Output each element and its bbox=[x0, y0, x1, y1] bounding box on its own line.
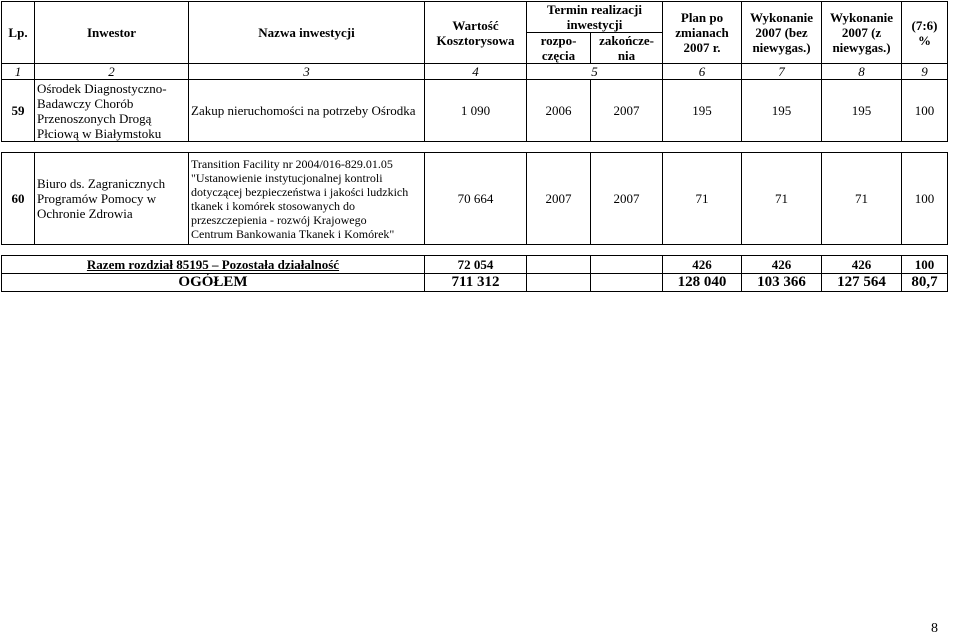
col-number: 1 bbox=[2, 64, 35, 80]
header-plan-l1: Plan po bbox=[680, 10, 724, 25]
row-nazwa-line: Centrum Bankowania Tkanek i Komórek" bbox=[191, 226, 395, 241]
razem-end bbox=[591, 256, 663, 274]
spacer-row bbox=[2, 142, 948, 153]
row-nazwa-line: tkanek i komórek stosowanych do bbox=[191, 198, 355, 213]
razem-wartosc: 72 054 bbox=[425, 256, 527, 274]
row-investor-line: Płciową w Białymstoku bbox=[37, 125, 162, 141]
header-termin bbox=[527, 2, 663, 33]
col-number: 2 bbox=[35, 64, 189, 80]
row-investor bbox=[35, 80, 189, 142]
header-wyk-bez bbox=[742, 2, 822, 64]
ogolem-pct: 80,7 bbox=[902, 274, 948, 292]
razem-wyk-z: 426 bbox=[822, 256, 902, 274]
header-investor: Inwestor bbox=[35, 2, 189, 64]
row-nazwa-line: Zakup nieruchomości na potrzeby Ośrodka bbox=[191, 103, 416, 118]
row-nazwa-line: przeszczepienia - rozwój Krajowego bbox=[191, 212, 367, 227]
header-rozpoczecia-l1: rozpo- bbox=[540, 33, 577, 48]
table-row bbox=[2, 80, 948, 142]
header-plan bbox=[663, 2, 742, 64]
razem-pct: 100 bbox=[902, 256, 948, 274]
row-wyk-bez: 195 bbox=[742, 80, 822, 142]
row-end: 2007 bbox=[591, 80, 663, 142]
header-pct bbox=[902, 2, 948, 64]
header-wyk-z bbox=[822, 2, 902, 64]
razem-plan: 426 bbox=[663, 256, 742, 274]
row-investor-line: Biuro ds. Zagranicznych bbox=[37, 176, 166, 191]
row-nazwa bbox=[189, 80, 425, 142]
header-rozpoczecia bbox=[527, 33, 591, 64]
col-number: 3 bbox=[189, 64, 425, 80]
row-investor-line: Przenoszonych Drogą bbox=[37, 110, 152, 126]
row-pct: 100 bbox=[902, 153, 948, 245]
row-start: 2006 bbox=[527, 80, 591, 142]
row-investor-line: Ochronie Zdrowia bbox=[37, 206, 133, 221]
row-plan: 71 bbox=[663, 153, 742, 245]
spacer-row bbox=[2, 245, 948, 256]
header-lp: Lp. bbox=[2, 2, 35, 64]
col-number: 5 bbox=[527, 64, 663, 80]
col-number: 6 bbox=[663, 64, 742, 80]
razem-wyk-bez: 426 bbox=[742, 256, 822, 274]
header-zakonczenia-l2: nia bbox=[617, 48, 636, 63]
razem-label: Razem rozdział 85195 – Pozostała działalność bbox=[2, 256, 425, 274]
row-start: 2007 bbox=[527, 153, 591, 245]
header-wyk-z-l1: Wykonanie bbox=[829, 10, 894, 25]
header-plan-l3: 2007 r. bbox=[683, 40, 721, 55]
spacer bbox=[2, 245, 948, 256]
col-number: 9 bbox=[902, 64, 948, 80]
col-number: 7 bbox=[742, 64, 822, 80]
ogolem-plan: 128 040 bbox=[663, 274, 742, 292]
row-end: 2007 bbox=[591, 153, 663, 245]
ogolem-start bbox=[527, 274, 591, 292]
razem-start bbox=[527, 256, 591, 274]
header-rozpoczecia-l2: częcia bbox=[541, 48, 576, 63]
row-investor-line: Programów Pomocy w bbox=[37, 191, 157, 206]
spacer bbox=[2, 142, 948, 153]
row-wartosc: 1 090 bbox=[425, 80, 527, 142]
header-zakonczenia-l1: zakończe- bbox=[599, 33, 654, 48]
col-number: 4 bbox=[425, 64, 527, 80]
header-wyk-z-l2: 2007 (z bbox=[841, 25, 882, 40]
header-pct-l1: (7:6) bbox=[911, 17, 938, 33]
header-wartosc-l1: Wartość bbox=[452, 17, 499, 33]
table-row bbox=[2, 153, 948, 245]
header-wartosc bbox=[425, 2, 527, 64]
header-wyk-bez-l1: Wykonanie bbox=[749, 10, 814, 25]
row-lp: 59 bbox=[2, 80, 35, 142]
header-plan-l2: zmianach bbox=[675, 25, 729, 40]
col-number: 8 bbox=[822, 64, 902, 80]
header-wyk-bez-l2: 2007 (bez bbox=[755, 25, 808, 40]
ogolem-label: OGÓŁEM bbox=[2, 274, 425, 292]
row-nazwa-line: "Ustanowienie instytucjonalnej kontroli bbox=[191, 170, 383, 185]
razem-row bbox=[2, 256, 948, 274]
header-termin-l1: Termin realizacji bbox=[547, 2, 642, 17]
ogolem-wartosc: 711 312 bbox=[425, 274, 527, 292]
row-investor bbox=[35, 153, 189, 245]
ogolem-end bbox=[591, 274, 663, 292]
ogolem-wyk-z: 127 564 bbox=[822, 274, 902, 292]
row-wyk-bez: 71 bbox=[742, 153, 822, 245]
row-nazwa-line: Transition Facility nr 2004/016-829.01.05 bbox=[191, 156, 393, 171]
ogolem-row bbox=[2, 274, 948, 292]
row-plan: 195 bbox=[663, 80, 742, 142]
row-wyk-z: 71 bbox=[822, 153, 902, 245]
row-pct: 100 bbox=[902, 80, 948, 142]
header-wyk-bez-l3: niewygas.) bbox=[752, 40, 811, 55]
header-termin-l2: inwestycji bbox=[566, 17, 623, 32]
row-wartosc: 70 664 bbox=[425, 153, 527, 245]
column-number-row bbox=[2, 64, 948, 80]
header-wartosc-l2: Kosztorysowa bbox=[436, 32, 515, 48]
header-row bbox=[2, 2, 948, 33]
row-investor-line: Badawczy Chorób bbox=[37, 95, 134, 111]
investment-table bbox=[1, 1, 948, 292]
header-pct-l2: % bbox=[918, 32, 932, 48]
row-investor-line: Ośrodek Diagnostyczno- bbox=[37, 80, 167, 96]
header-nazwa: Nazwa inwestycji bbox=[189, 2, 425, 64]
ogolem-wyk-bez: 103 366 bbox=[742, 274, 822, 292]
row-nazwa-line: dotyczącej bezpieczeństwa i jakości ludzkich bbox=[191, 184, 409, 199]
page-number: 8 bbox=[931, 621, 938, 636]
header-zakonczenia bbox=[591, 33, 663, 64]
row-wyk-z: 195 bbox=[822, 80, 902, 142]
row-lp: 60 bbox=[2, 153, 35, 245]
row-nazwa bbox=[189, 153, 425, 245]
header-wyk-z-l3: niewygas.) bbox=[832, 40, 891, 55]
